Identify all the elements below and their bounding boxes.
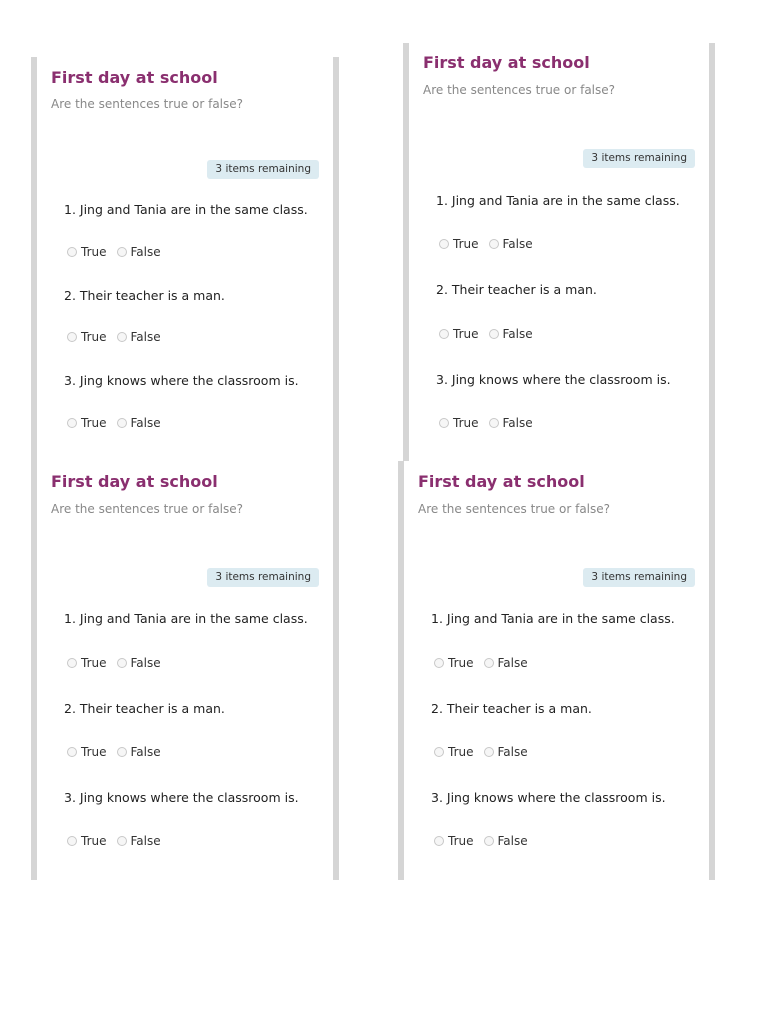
option-label: False — [502, 327, 533, 341]
radio-icon[interactable] — [117, 658, 127, 668]
option-label: False — [130, 416, 161, 430]
radio-icon[interactable] — [117, 247, 127, 257]
quiz-title: First day at school — [51, 68, 218, 87]
option-label: True — [81, 745, 107, 759]
radio-icon[interactable] — [67, 747, 77, 757]
radio-icon[interactable] — [67, 658, 77, 668]
option-label: True — [448, 745, 474, 759]
question-3-true-option[interactable] — [67, 416, 107, 430]
radio-icon[interactable] — [67, 836, 77, 846]
option-label: True — [81, 245, 107, 259]
option-label: False — [497, 834, 528, 848]
option-label: False — [130, 330, 161, 344]
question-2-options — [434, 745, 528, 759]
question-2: 2. Their teacher is a man. — [64, 288, 225, 303]
question-2-false-option[interactable] — [117, 330, 161, 344]
question-3-true-option[interactable] — [434, 834, 474, 848]
question-2-options — [67, 745, 161, 759]
question-1: 1. Jing and Tania are in the same class. — [64, 202, 308, 217]
option-label: True — [81, 834, 107, 848]
radio-icon[interactable] — [434, 836, 444, 846]
radio-icon[interactable] — [484, 747, 494, 757]
question-3: 3. Jing knows where the classroom is. — [436, 372, 671, 387]
radio-icon[interactable] — [484, 836, 494, 846]
radio-icon[interactable] — [117, 836, 127, 846]
option-label: False — [502, 416, 533, 430]
radio-icon[interactable] — [489, 329, 499, 339]
question-3-options — [434, 834, 528, 848]
radio-icon[interactable] — [117, 747, 127, 757]
radio-icon[interactable] — [67, 418, 77, 428]
question-3-options — [439, 416, 533, 430]
quiz-card-1 — [403, 43, 715, 461]
option-label: False — [130, 834, 161, 848]
quiz-instructions: Are the sentences true or false? — [51, 502, 244, 516]
question-2: 2. Their teacher is a man. — [431, 701, 592, 716]
question-1: 1. Jing and Tania are in the same class. — [431, 611, 675, 626]
question-1-options — [67, 245, 161, 259]
radio-icon[interactable] — [434, 658, 444, 668]
question-1-options — [67, 656, 161, 670]
question-3-true-option[interactable] — [439, 416, 479, 430]
items-remaining-badge: 3 items remaining — [583, 568, 695, 587]
radio-icon[interactable] — [484, 658, 494, 668]
option-label: False — [497, 745, 528, 759]
question-2-false-option[interactable] — [117, 745, 161, 759]
question-1-false-option[interactable] — [489, 237, 533, 251]
quiz-instructions: Are the sentences true or false? — [418, 502, 611, 516]
question-2: 2. Their teacher is a man. — [64, 701, 225, 716]
question-1-true-option[interactable] — [67, 656, 107, 670]
radio-icon[interactable] — [434, 747, 444, 757]
option-label: True — [453, 237, 479, 251]
option-label: False — [497, 656, 528, 670]
question-3: 3. Jing knows where the classroom is. — [64, 373, 299, 388]
quiz-card-0 — [31, 57, 339, 461]
option-label: True — [81, 656, 107, 670]
question-1: 1. Jing and Tania are in the same class. — [64, 611, 308, 626]
radio-icon[interactable] — [439, 329, 449, 339]
question-2-true-option[interactable] — [439, 327, 479, 341]
question-3-false-option[interactable] — [117, 834, 161, 848]
radio-icon[interactable] — [67, 332, 77, 342]
option-label: True — [448, 834, 474, 848]
items-remaining-badge: 3 items remaining — [207, 568, 319, 587]
quiz-instructions: Are the sentences true or false? — [423, 83, 616, 97]
question-1-options — [439, 237, 533, 251]
question-3: 3. Jing knows where the classroom is. — [431, 790, 666, 805]
question-1-false-option[interactable] — [117, 245, 161, 259]
option-label: False — [502, 237, 533, 251]
quiz-title: First day at school — [51, 472, 218, 491]
question-3-options — [67, 416, 161, 430]
quiz-instructions: Are the sentences true or false? — [51, 97, 244, 111]
radio-icon[interactable] — [67, 247, 77, 257]
question-2-true-option[interactable] — [67, 745, 107, 759]
option-label: False — [130, 745, 161, 759]
items-remaining-badge: 3 items remaining — [207, 160, 319, 179]
question-3-true-option[interactable] — [67, 834, 107, 848]
question-1-true-option[interactable] — [434, 656, 474, 670]
radio-icon[interactable] — [117, 418, 127, 428]
question-1-options — [434, 656, 528, 670]
question-1-true-option[interactable] — [67, 245, 107, 259]
option-label: False — [130, 656, 161, 670]
quiz-card-3 — [398, 461, 715, 880]
option-label: True — [81, 330, 107, 344]
question-1-false-option[interactable] — [117, 656, 161, 670]
question-1: 1. Jing and Tania are in the same class. — [436, 193, 680, 208]
radio-icon[interactable] — [439, 418, 449, 428]
question-3-false-option[interactable] — [489, 416, 533, 430]
option-label: True — [453, 327, 479, 341]
question-1-true-option[interactable] — [439, 237, 479, 251]
quiz-title: First day at school — [423, 53, 590, 72]
radio-icon[interactable] — [117, 332, 127, 342]
option-label: True — [81, 416, 107, 430]
radio-icon[interactable] — [439, 239, 449, 249]
radio-icon[interactable] — [489, 239, 499, 249]
question-2-options — [67, 330, 161, 344]
question-3: 3. Jing knows where the classroom is. — [64, 790, 299, 805]
question-2-true-option[interactable] — [434, 745, 474, 759]
question-2-false-option[interactable] — [489, 327, 533, 341]
question-1-false-option[interactable] — [484, 656, 528, 670]
quiz-title: First day at school — [418, 472, 585, 491]
question-3-false-option[interactable] — [117, 416, 161, 430]
question-3-options — [67, 834, 161, 848]
option-label: False — [130, 245, 161, 259]
option-label: True — [453, 416, 479, 430]
question-2-options — [439, 327, 533, 341]
question-3-false-option[interactable] — [484, 834, 528, 848]
question-2-false-option[interactable] — [484, 745, 528, 759]
option-label: True — [448, 656, 474, 670]
question-2: 2. Their teacher is a man. — [436, 282, 597, 297]
quiz-card-2 — [31, 461, 339, 880]
question-2-true-option[interactable] — [67, 330, 107, 344]
radio-icon[interactable] — [489, 418, 499, 428]
items-remaining-badge: 3 items remaining — [583, 149, 695, 168]
